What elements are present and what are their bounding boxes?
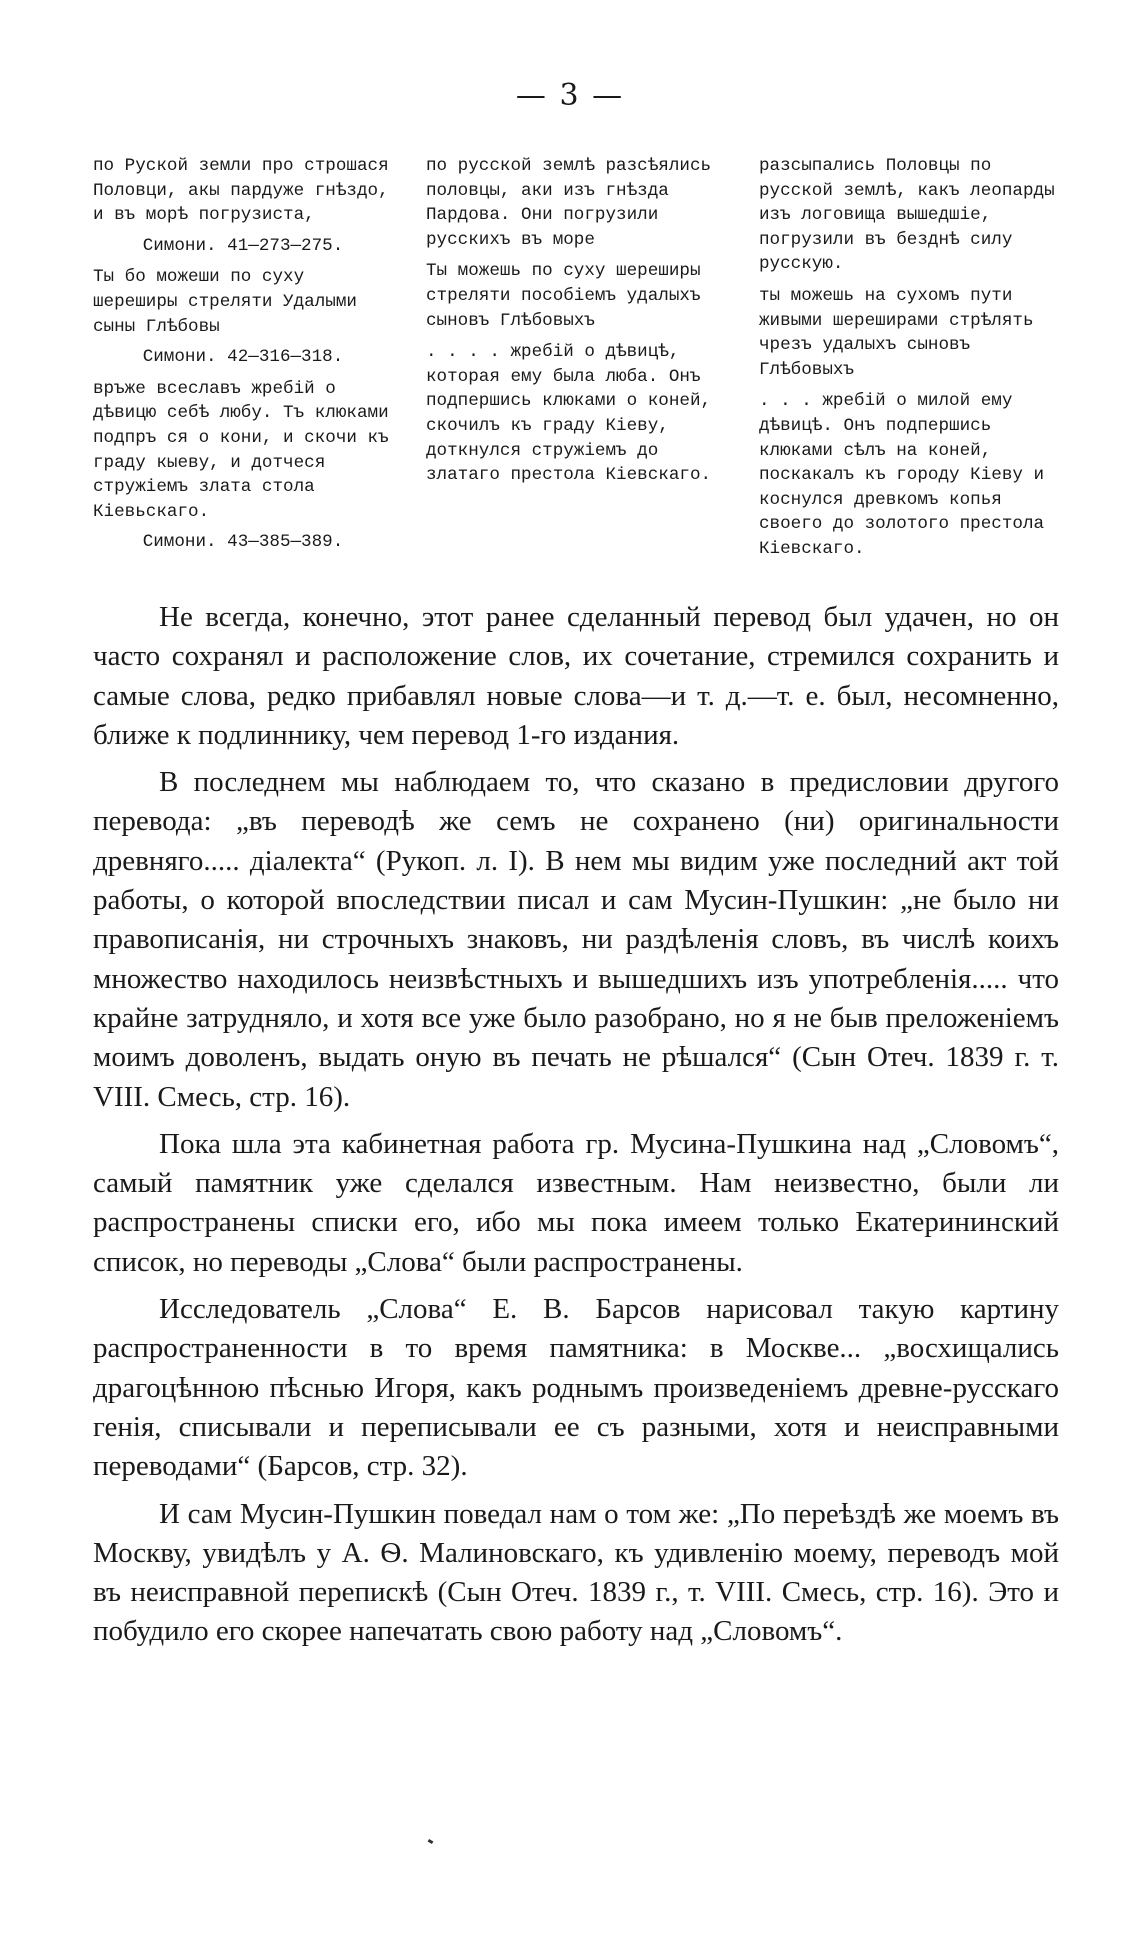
source-reference: Симони. 43—385—389. bbox=[142, 532, 344, 553]
body-text bbox=[93, 598, 1059, 1652]
paragraph: Пока шла эта кабинетная работа гр. Мусина-Пушкина над „Словомъ“, самый памятник уже сделался известным. Нам неизвестно, были ли распространены списки его, ибо мы пока имеем только Екатерининский список, но переводы „Слова“ были распространены. bbox=[93, 1127, 1059, 1278]
column-text-block: . . . . жребій о дѣвицѣ, которая ему была люба. Онъ подпершись клюками о коней, скочилъ къ граду Кіеву, доткнулся стружіемъ до златаго престола Кіевскаго. bbox=[426, 342, 712, 486]
paragraph: Исследователь „Слова“ Е. В. Барсов нарисовал такую картину распространенности в то время памятника: в Москве... „восхищались драгоцѣнною пѣснью Игоря, какъ роднымъ произведеніемъ древне-русскаго генія, списывали и переписывали ее съ разными, хотя и неисправными переводами“ (Барсов, стр. 32). bbox=[93, 1293, 1059, 1483]
source-reference: Симони. 42—316—318. bbox=[142, 347, 344, 368]
column-text-block: Ты можешь по суху шереширы стреляти пособіемъ удалыхъ сыновъ Глѣбовыхъ bbox=[426, 261, 701, 331]
column-first-edition-translation bbox=[759, 154, 1059, 569]
column-text-block: по русской землѣ разсѣялись половцы, аки изъ гнѣзда Пардова. Они погрузили русскихъ въ море bbox=[426, 156, 712, 250]
paragraph: В последнем мы наблюдаем то, что сказано в предисловии другого перевода: „въ переводѣ же семъ не сохранено (ни) оригинальности древняго..... діалекта“ (Рукоп. л. I). В нем мы видим уже последний акт той работы, о которой впоследствии писал и сам Мусин-Пушкин: „не было ни правописанія, ни строчныхъ знаковъ, ни раздѣленія словъ, въ числѣ коихъ множество находилось неизвѣстныхъ и вышедшихъ изъ употребленія..... что крайне затрудняло, и хотя все уже было разобрано, но я не быв преложеніемъ моимъ доволенъ, выдать оную въ печать не рѣшался“ (Сын Отеч. 1839 г. т. VIII. Смесь, стр. 16). bbox=[93, 766, 1059, 1113]
page-number: — 3 — bbox=[515, 78, 625, 113]
column-text-block: ты можешь на сухомъ пути живыми шереширами стрѣлять чрезъ удалыхъ сыновъ Глѣбовыхъ bbox=[759, 285, 1034, 380]
print-speck bbox=[428, 1839, 434, 1844]
column-text-block: връже всеславъ жребій о дѣвицю себѣ любу. Тъ клюками подпръ ся о кони, и скочи къ граду кыеву, и дотчеся стружіемъ злата стола Кіевьскаго. bbox=[93, 378, 389, 522]
column-text-block: по Руской земли про строшася Половци, акы пардуже гнѣздо, и въ морѣ погрузиста, bbox=[93, 156, 389, 226]
column-text-block: Ты бо можеши по суху шереширы стреляти Удалыми сыны Глѣбовы bbox=[93, 267, 357, 337]
paragraph: Не всегда, конечно, этот ранее сделанный перевод был удачен, но он часто сохранял и расположение слов, их сочетание, стремился сохранить и самые слова, редко прибавлял новые слова—и т. д.—т. е. был, несомненно, ближе к подлиннику, чем перевод 1-го издания. bbox=[93, 601, 1059, 751]
parallel-text-columns bbox=[93, 154, 1059, 569]
column-original-text bbox=[93, 154, 393, 569]
column-text-block: . . . жребій о милой ему дѣвицѣ. Онъ подпершись клюками сѣлъ на коней, поскакалъ къ городу Кіеву и коснулся древкомъ копья своего до золотого престола Кіевскаго. bbox=[759, 391, 1045, 559]
column-earlier-translation bbox=[426, 154, 726, 569]
paragraph: И сам Мусин-Пушкин поведал нам о том же: „По переѣздѣ же моемъ въ Москву, увидѣлъ у А. Ѳ. Малиновскаго, къ удивленію моему, переводъ мой въ неисправной перепискѣ (Сын Отеч. 1839 г., т. VIII. Смесь, стр. 16). Это и побудило его скорее напечатать свою работу над „Словомъ“. bbox=[93, 1497, 1059, 1648]
source-reference: Симони. 41—273—275. bbox=[142, 235, 344, 256]
column-text-block: разсыпались Половцы по русской землѣ, какъ леопарды изъ логовища вышедшіе, погрузили въ безднѣ силу русскую. bbox=[759, 156, 1055, 275]
